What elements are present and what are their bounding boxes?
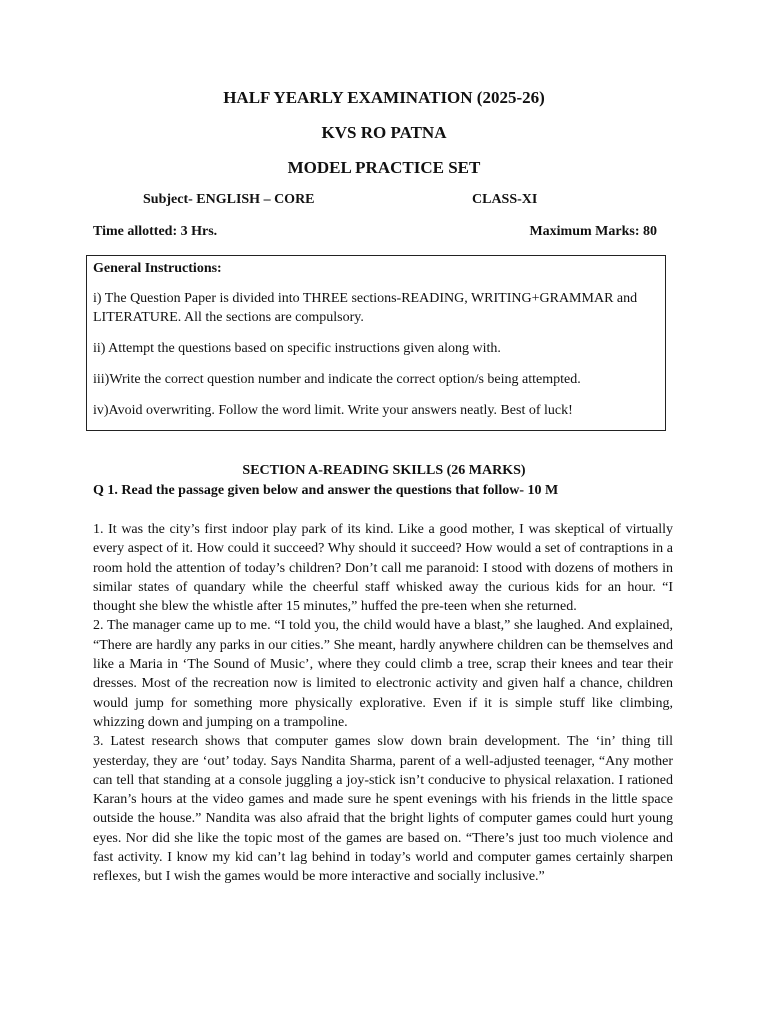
instruction-item: i) The Question Paper is divided into THREE sections-READING, WRITING+GRAMMAR and LITERATURE. All the sections are compulsory. xyxy=(93,291,638,325)
maximum-marks: Maximum Marks: 80 xyxy=(529,224,657,239)
instructions-title: General Instructions: xyxy=(93,261,222,276)
instruction-item: iii)Write the correct question number and indicate the correct option/s being attempted. xyxy=(93,372,581,387)
time-allotted: Time allotted: 3 Hrs. xyxy=(93,224,218,239)
passage-paragraph: 2. The manager came up to me. “I told you, the child would have a blast,” she laughed. And explained, “There are hardly any parks in our cities.” She meant, hardly anywhere children can be themselves and like a Maria in ‘The Sound of Music’, where they could climb a tree, scrap their knees and tear their dresses. Most of the recreation now is limited to electronic activity and given half a chance, children would jump for something more physically explorative. Even if it is simple stuff like climbing, whizzing down and jumping on a trampoline. xyxy=(93,618,673,730)
subject-label: Subject- ENGLISH – CORE xyxy=(143,192,315,207)
exam-title: HALF YEARLY EXAMINATION (2025-26) xyxy=(223,88,545,107)
section-title: SECTION A-READING SKILLS (26 MARKS) xyxy=(242,463,526,478)
passage-paragraph: 1. It was the city’s first indoor play park of its kind. Like a good mother, I was skeptical of virtually every aspect of it. How could it succeed? Why should it succeed? How would a set of contraptions in a room hold the attention of today’s children? Don’t call me paranoid: I stood with dozens of mothers in similar states of quandary while the cheerful staff whisked away the curious kids for an hour. “I thought she blew the whistle after 15 minutes,” huffed the pre-teen when she returned. xyxy=(93,522,673,615)
instruction-item: iv)Avoid overwriting. Follow the word limit. Write your answers neatly. Best of luck! xyxy=(93,403,573,418)
region-title: KVS RO PATNA xyxy=(321,123,447,142)
set-title: MODEL PRACTICE SET xyxy=(287,158,481,177)
passage-paragraph: 3. Latest research shows that computer games slow down brain development. The ‘in’ thing till yesterday, they are ‘out’ today. Says Nandita Sharma, parent of a well-adjusted teenager, “Any mother can tell that standing at a console juggling a joy-stick isn’t conducive to physical relaxation. I rationed Karan’s hours at the video games and made sure he spent evenings with his friends in the little space outside the house.” Nandita was also afraid that the bright lights of computer games could hurt young eyes. Nor did she like the topic most of the games are based on. “There’s just too much violence and fast activity. I know my kid can’t lag behind in today’s world and computer games certainly sharpen reflexes, but I wish the games would be more interactive and socially inclusive.” xyxy=(93,734,673,885)
instruction-item: ii) Attempt the questions based on specific instructions given along with. xyxy=(93,341,501,356)
general-instructions-box xyxy=(86,255,666,431)
question-heading: Q 1. Read the passage given below and answer the questions that follow- 10 M xyxy=(93,483,559,498)
reading-passage xyxy=(93,520,673,887)
class-label: CLASS-XI xyxy=(472,192,538,207)
